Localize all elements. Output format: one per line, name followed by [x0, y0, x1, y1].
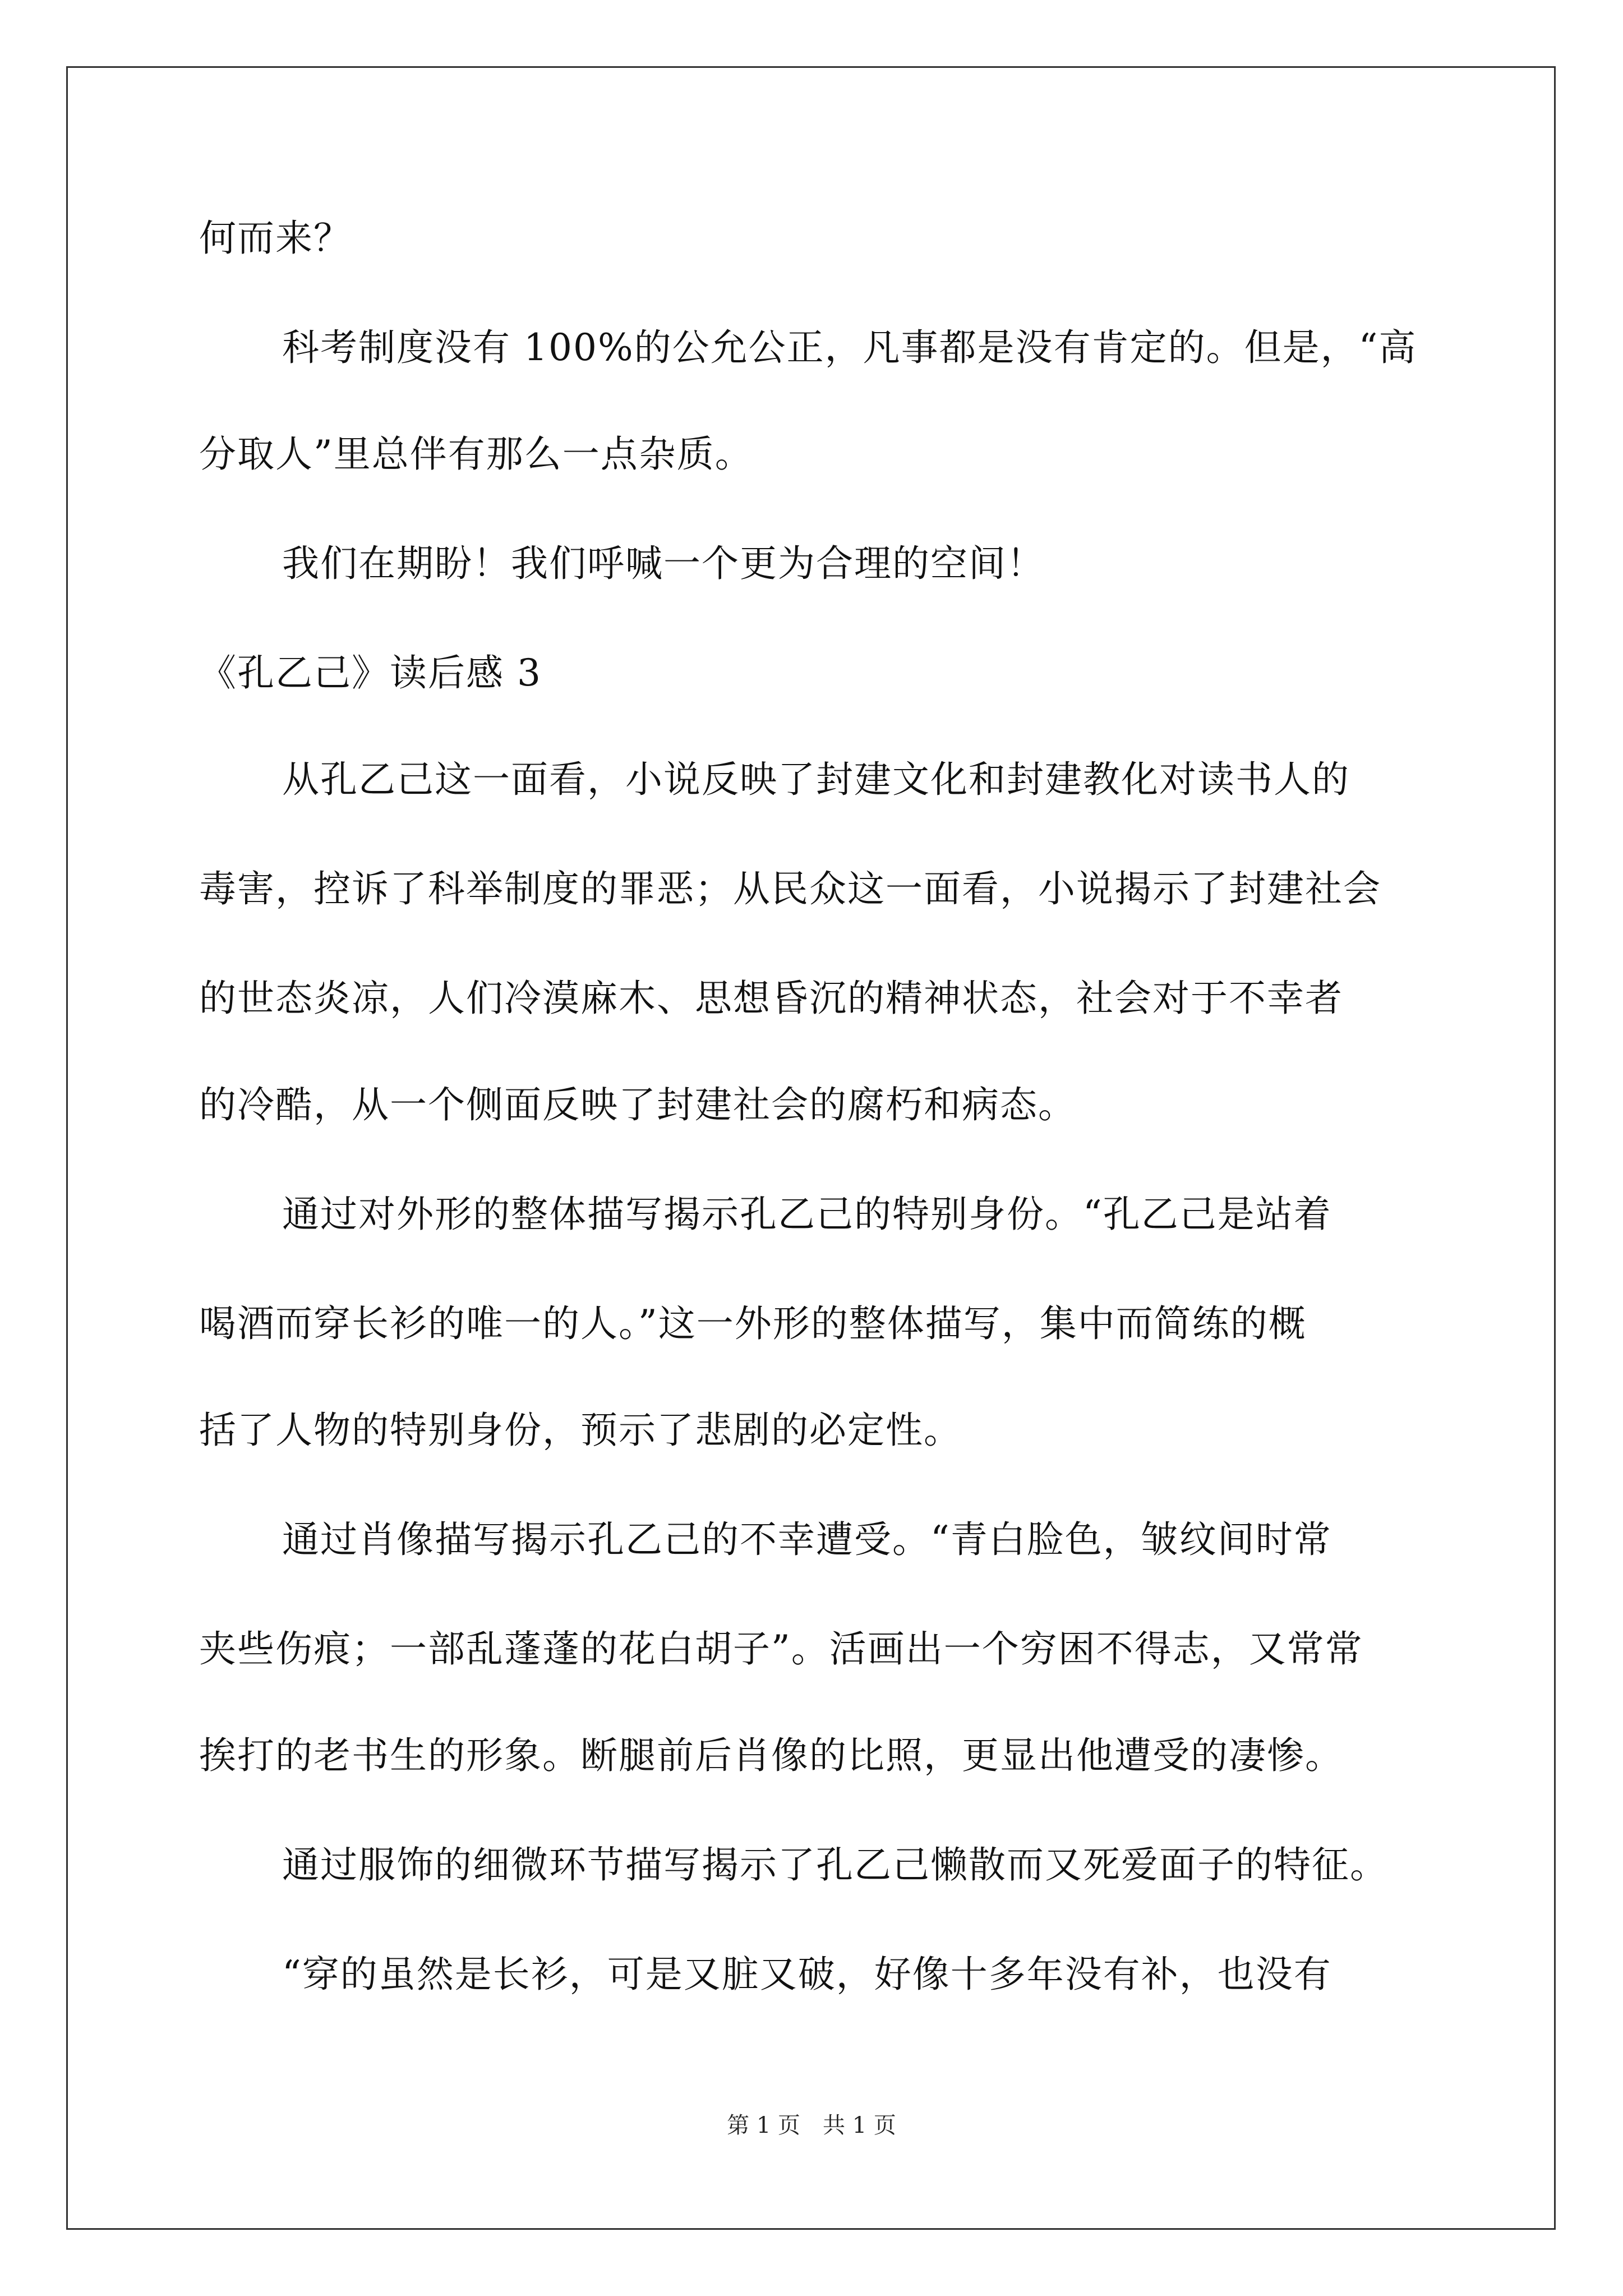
text-line: 挨打的老书生的形象。断腿前后肖像的比照，更显出他遭受的凄惨。 [199, 1734, 1343, 1777]
text-line: 通过肖像描写揭示孔乙己的不幸遭受。“青白脸色，皱纹间时常 [282, 1518, 1332, 1561]
text-line: 喝酒而穿长衫的唯一的人。”这一外形的整体描写，集中而简练的概 [199, 1302, 1307, 1345]
text-line: 我们在期盼！我们呼喊一个更为合理的空间！ [282, 542, 1045, 585]
text-line: 括了人物的特别身份，预示了悲剧的必定性。 [199, 1409, 962, 1452]
page-border [66, 66, 1556, 2230]
text-line: 的世态炎凉，人们冷漠麻木、思想昏沉的精神状态，社会对于不幸者 [199, 977, 1343, 1020]
text-line: 毒害，控诉了科举制度的罪恶；从民众这一面看，小说揭示了封建社会 [199, 867, 1381, 910]
text-line: 从孔乙己这一面看，小说反映了封建文化和封建教化对读书人的 [282, 758, 1350, 801]
text-line: 夹些伤痕；一部乱蓬蓬的花白胡子”。活画出一个穷困不得志，又常常 [199, 1627, 1363, 1671]
text-line: 何而来？ [199, 217, 352, 260]
page-number-footer: 第 1 页 共 1 页 [727, 2113, 896, 2138]
text-line: 科考制度没有 100%的公允公正，凡事都是没有肯定的。但是，“高 [282, 326, 1417, 369]
text-line: 分取人”里总伴有那么一点杂质。 [199, 432, 753, 476]
text-line: 通过服饰的细微环节描写揭示了孔乙己懒散而又死爱面子的特征。 [282, 1843, 1388, 1887]
text-line: 的冷酷，从一个侧面反映了封建社会的腐朽和病态。 [199, 1083, 1076, 1126]
section-heading: 《孔乙己》读后感 3 [199, 651, 542, 694]
text-line: “穿的虽然是长衫，可是又脏又破，好像十多年没有补，也没有 [282, 1953, 1332, 1996]
text-line: 通过对外形的整体描写揭示孔乙己的特别身份。“孔乙己是站着 [282, 1193, 1332, 1236]
